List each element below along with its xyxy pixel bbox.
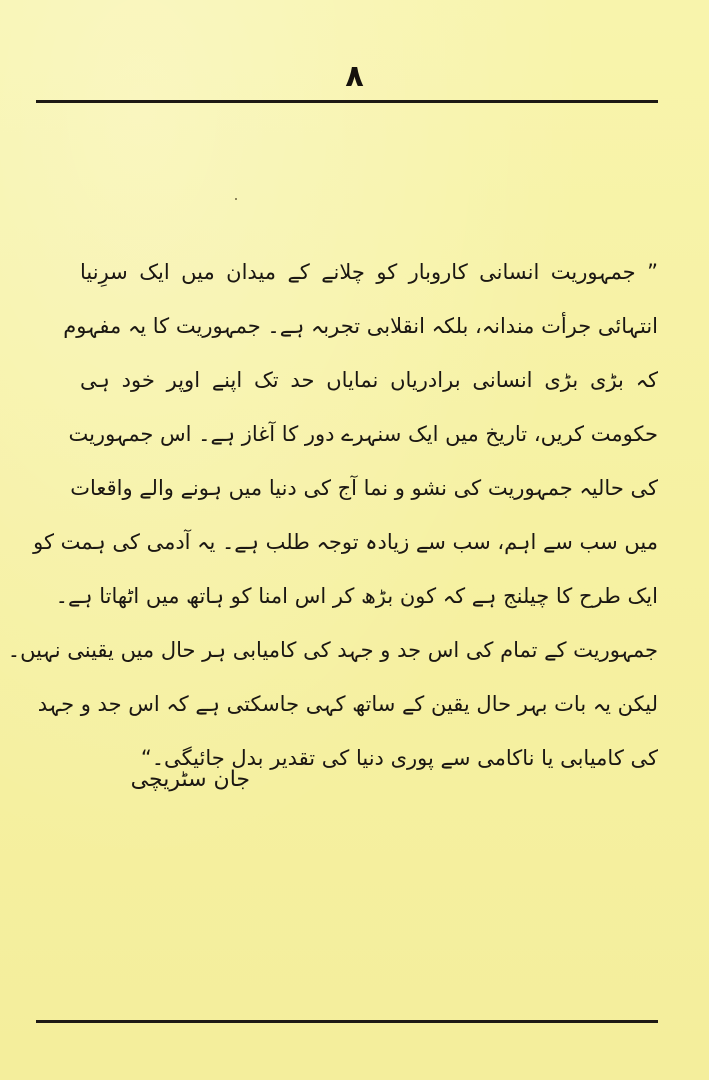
quote-line-1: ” جمہوریت انسانی کاروبار کو چلانے کے میدان میں ایک سرِنیا <box>80 260 658 284</box>
attribution: جان سٹریچی <box>130 767 250 792</box>
quote-line-6: میں سب سے اہم، سب سے زیادہ توجہ طلب ہے۔ یہ آدمی کی ہمت کو <box>33 530 658 554</box>
quote-line-7: ایک طرح کا چیلنج ہے کہ کون بڑھ کر اس امنا کو ہاتھ میں اٹھاتا ہے۔ <box>55 584 658 608</box>
bottom-rule <box>36 1020 658 1023</box>
quote-line-4: حکومت کریں، تاریخ میں ایک سنہرے دور کا آغاز ہے۔ اس جمہوریت <box>68 422 658 446</box>
quote-line-2: انتہائی جرأت مندانہ، بلکہ انقلابی تجربہ ہے۔ جمہوریت کا یہ مفہوم <box>63 314 658 338</box>
top-rule <box>36 100 658 103</box>
page-number: ۸ <box>345 59 364 94</box>
quote-line-5: کی حالیہ جمہوریت کی نشو و نما آج کی دنیا میں ہونے والے واقعات <box>70 476 658 500</box>
speck <box>235 198 237 200</box>
quote-line-10: کی کامیابی یا ناکامی سے پوری دنیا کی تقدیر بدل جائیگی۔“ <box>140 746 658 770</box>
quote-line-3: کہ بڑی بڑی انسانی برادریاں نمایاں حد تک اپنے اوپر خود ہی <box>80 368 658 392</box>
quote-block <box>7 245 658 785</box>
quote-line-8: جمہوریت کے تمام کی اس جد و جہد کی کامیابی ہر حال میں یقینی نہیں۔ <box>7 638 658 662</box>
quote-line-9: لیکن یہ بات بہر حال یقین کے ساتھ کہی جاسکتی ہے کہ اس جد و جہد <box>37 692 658 716</box>
